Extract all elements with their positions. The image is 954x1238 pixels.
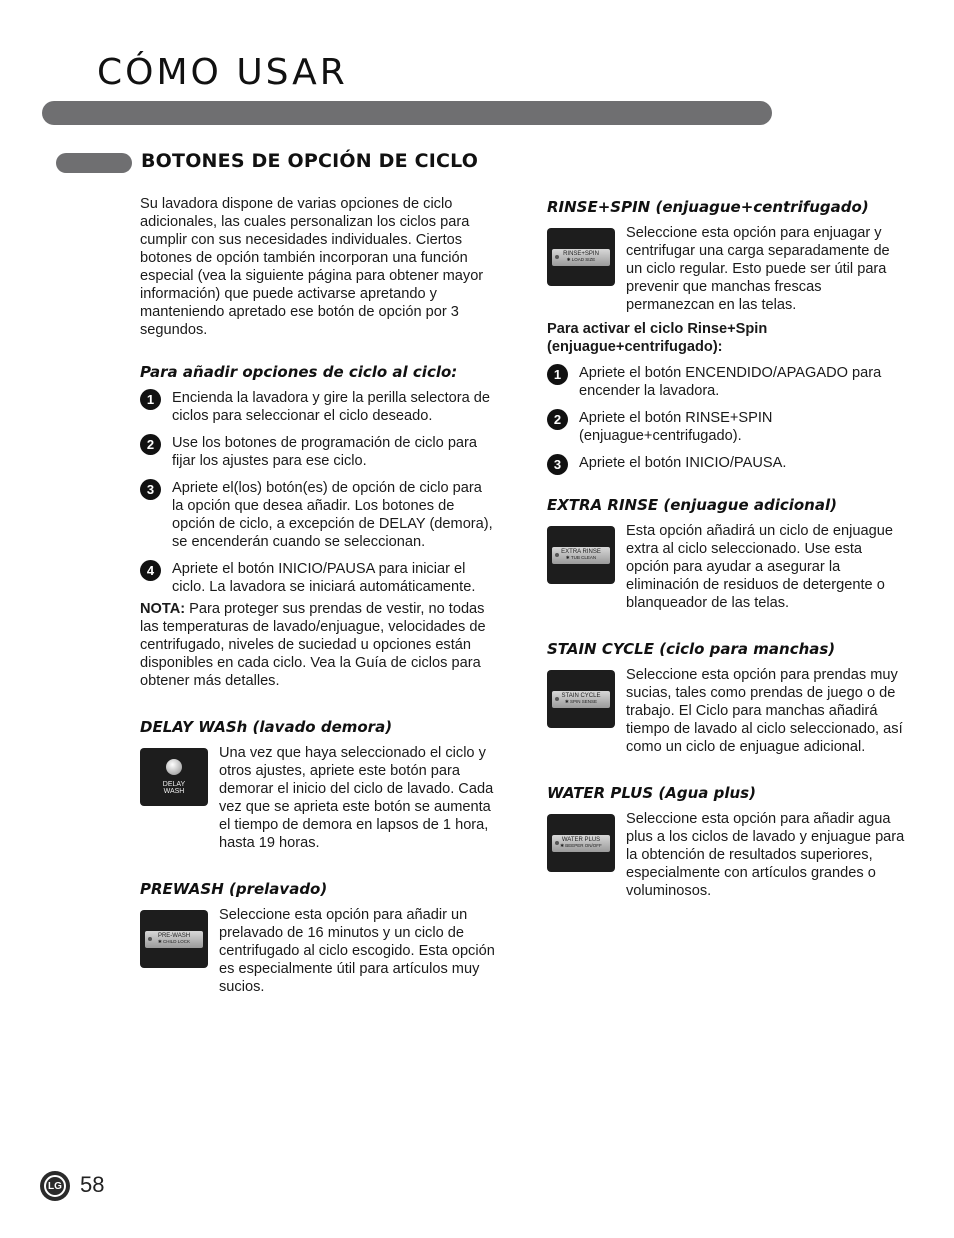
delay-wash-description: Una vez que haya seleccionado el ciclo y otros ajustes, apriete este botón para demorar el inicio del ciclo de lavado. Cada vez que se aprieta este botón se aumenta el tiempo de demora en lapsos de 1 hora, hasta 19 horas. (219, 745, 494, 851)
button-plate (552, 691, 610, 708)
button-plate (145, 931, 203, 948)
note-text: Para proteger sus prendas de vestir, no todas las temperaturas de lavado/enjuague, velocidades de centrifugado, niveles de suciedad u opciones están disponibles en cada ciclo. Vea la Guía de ciclos para obtener más detalles. (140, 601, 486, 689)
step-number: 2 (140, 434, 161, 455)
button-sublabel: ✱ BEEPER ON/OFF (560, 843, 602, 848)
step-text: Encienda la lavadora y gire la perilla selectora de ciclos para seleccionar el ciclo deseado. (172, 390, 491, 424)
prewash-option (140, 906, 495, 996)
step-item (547, 454, 907, 472)
button-sublabel: ✱ TUB CLEAN (565, 555, 597, 560)
step-number: 4 (140, 560, 161, 581)
rinse-spin-option (547, 224, 907, 314)
button-label: STAIN CYCLE (561, 693, 601, 699)
led-icon (166, 759, 182, 775)
step-item (547, 409, 907, 445)
step-text: Apriete el botón INICIO/PAUSA para iniciar el ciclo. La lavadora se iniciará automáticamente. (172, 561, 476, 595)
button-label: DELAY (162, 781, 186, 788)
step-number: 1 (547, 364, 568, 385)
step-item (140, 434, 495, 470)
page-number: 58 (80, 1172, 105, 1197)
led-icon (555, 841, 559, 845)
stain-cycle-heading: STAIN CYCLE (ciclo para manchas) (547, 640, 836, 658)
prewash-description: Seleccione esta opción para añadir un prelavado de 16 minutos y un ciclo de centrifugado al ciclo escogido. Esta opción es especialmente útil para artículos muy sucios. (219, 907, 495, 995)
intro-paragraph: Su lavadora dispone de varias opciones de ciclo adicionales, las cuales personalizan los ciclos para cumplir con sus necesidades individuales. Ciertos botones de opción también incorporan una función especial (vea la siguiente página para obtener mayor información) que puede activarse apretando y manteniendo apretado ese botón de opción por 3 segundos. (140, 196, 484, 338)
prewash-button-image (140, 910, 208, 968)
water-plus-heading: WATER PLUS (Agua plus) (547, 784, 756, 802)
step-text: Apriete el botón RINSE+SPIN (enjuague+centrifugado). (579, 410, 773, 444)
step-number: 1 (140, 389, 161, 410)
button-label: EXTRA RINSE (561, 549, 601, 555)
water-plus-button-image (547, 814, 615, 872)
led-icon (148, 937, 152, 941)
led-icon (555, 553, 559, 557)
button-sublabel: ✱ CHILD LOCK (157, 939, 191, 944)
page-title: CÓMO USAR (97, 52, 348, 93)
left-column (140, 195, 495, 1024)
step-text: Use los botones de programación de ciclo para fijar los ajustes para ese ciclo. (172, 435, 478, 469)
rinse-spin-description: Seleccione esta opción para enjuagar y centrifugar una carga separadamente de un ciclo regular. Esto puede ser útil para prevenir que manchas frescas permanezcan en las telas. (626, 225, 890, 313)
button-label: PRE-WASH (157, 933, 191, 939)
water-plus-option (547, 810, 907, 900)
button-sublabel: ✱ LOAD SIZE (566, 257, 596, 262)
stain-cycle-description: Seleccione esta opción para prendas muy sucias, tales como prendas de juego o de trabajo. El Ciclo para manchas añadirá tiempo de lavado al ciclo seleccionado, así como un ciclo de enjuague adicional. (626, 667, 903, 755)
water-plus-description: Seleccione esta opción para añadir agua plus a los ciclos de lavado y enjuague para la obtención de resultados superiores, especialmente con artículos grandes o voluminosos. (626, 811, 905, 899)
extra-rinse-option (547, 522, 907, 612)
extra-rinse-description: Esta opción añadirá un ciclo de enjuague extra al ciclo seleccionado. Use esta opción para ayudar a asegurar la eliminación de residuos de detergente o blanqueador de las telas. (626, 523, 893, 611)
button-label: WATER PLUS (561, 837, 601, 843)
rinse-spin-heading: RINSE+SPIN (enjuague+centrifugado) (547, 198, 869, 216)
step-number: 2 (547, 409, 568, 430)
button-plate (552, 249, 610, 266)
header-bar (42, 101, 772, 125)
note-label: NOTA: (140, 601, 186, 617)
step-item (140, 479, 495, 551)
button-plate (552, 835, 610, 852)
button-label: RINSE+SPIN (563, 251, 599, 257)
activate-rinse-heading: Para activar el ciclo Rinse+Spin (enjuague+centrifugado): (547, 321, 768, 355)
note-paragraph (140, 600, 495, 690)
logo-text: LG (44, 1175, 66, 1197)
section-marker (56, 153, 132, 173)
step-text: Apriete el(los) botón(es) de opción de ciclo para la opción que desea añadir. Los botones de opción de ciclo, a excepción de DELAY (demora), se encenderán cuando se seleccionan. (172, 480, 493, 550)
step-item (140, 389, 495, 425)
step-number: 3 (140, 479, 161, 500)
step-item (140, 560, 495, 596)
extra-rinse-button-image (547, 526, 615, 584)
step-text: Apriete el botón ENCENDIDO/APAGADO para encender la lavadora. (579, 365, 882, 399)
add-options-heading: Para añadir opciones de ciclo al ciclo: (140, 363, 458, 381)
section-title: BOTONES DE OPCIÓN DE CICLO (141, 150, 479, 172)
delay-wash-heading: DELAY WASh (lavado demora) (140, 718, 393, 736)
step-number: 3 (547, 454, 568, 475)
button-sublabel: ✱ SPIN SENSE (564, 699, 598, 704)
step-item (547, 364, 907, 400)
delay-wash-option (140, 744, 495, 852)
rinse-spin-button-image (547, 228, 615, 286)
led-icon (555, 697, 559, 701)
stain-cycle-option (547, 666, 907, 756)
prewash-heading: PREWASH (prelavado) (140, 880, 328, 898)
led-icon (555, 255, 559, 259)
step-text: Apriete el botón INICIO/PAUSA. (579, 455, 787, 471)
button-label: WASH (163, 788, 185, 795)
button-plate (552, 547, 610, 564)
delay-wash-button-image (140, 748, 208, 806)
extra-rinse-heading: EXTRA RINSE (enjuague adicional) (547, 496, 837, 514)
stain-cycle-button-image (547, 670, 615, 728)
right-column (547, 198, 907, 928)
lg-logo-icon (40, 1171, 70, 1201)
